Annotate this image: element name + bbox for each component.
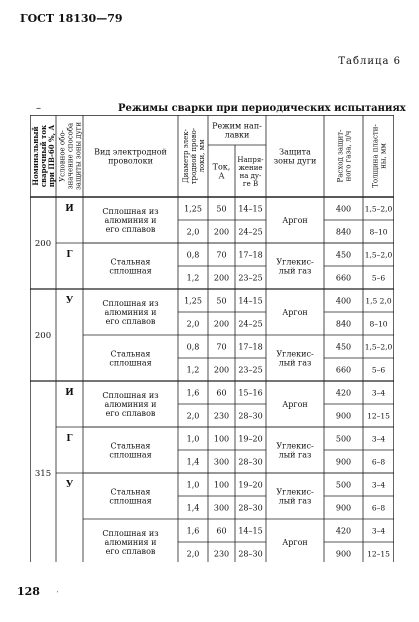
cell-rated-current: 200 [34,331,52,341]
cell-current: 200 [213,319,230,329]
cell-wire-type-line: его сплавов [105,317,156,326]
cell-voltage: 28–30 [238,411,263,421]
cell-current: 50 [216,296,227,306]
cell-diameter: 1,6 [186,526,200,536]
cell-current: 300 [213,457,230,467]
cell-gas-flow: 900 [335,411,352,421]
cell-diameter: 0,8 [186,250,200,260]
cell-gas-flow: 500 [335,434,352,444]
cell-voltage: 28–30 [238,457,263,467]
cell-current: 70 [216,250,227,260]
cell-wire-type-line: Сплошная из [102,299,159,308]
cell-wire-type-line: Стальная [110,487,151,497]
column-header-thickness-line: Толщина пласти- [371,124,380,188]
cell-wire-type-line: Сплошная из [102,207,159,216]
cell-plate-thickness: 8–10 [369,227,388,237]
column-header-voltage-line: Напря- [237,156,264,164]
cell-wire-type-line: его сплавов [105,547,156,556]
column-header-flow-line: Расход защит- [336,129,345,183]
cell-gas-flow: 840 [335,227,352,237]
column-header-diameter-line: локи, мм [198,139,206,173]
cell-gas-flow: 840 [335,319,352,329]
cell-diameter: 1,2 [186,365,200,375]
document-code: ГОСТ 18130—79 [20,12,123,25]
cell-voltage: 14–15 [238,296,263,306]
column-header-gas-line: Защита [279,147,311,157]
table-caption: Режимы сварки при периодических испытаниях [118,103,406,114]
cell-plate-thickness: 1,5–2,0 [364,204,393,214]
cell-voltage: 23–25 [238,365,263,375]
cell-voltage: 24–25 [238,227,263,237]
cell-gas-flow: 500 [335,480,352,490]
cell-wire-type-line: алюминия и [104,538,157,547]
cell-current: 100 [213,434,230,444]
cell-plate-thickness: 5–6 [371,365,386,375]
cell-arc-protection-line: лый газ [278,450,312,460]
column-header-voltage-line: ге В [242,180,259,188]
cell-diameter: 2,0 [186,319,200,329]
cell-arc-protection-line: Углекис- [276,441,314,451]
cell-arc-protection-line: Аргон [282,538,308,547]
cell-mode-code: У [65,480,74,490]
cell-wire-type-line: Стальная [110,349,151,359]
cell-mode-code: И [65,204,74,214]
cell-current: 70 [216,342,227,352]
cell-mode-code: Г [66,250,73,260]
cell-diameter: 2,0 [186,411,200,421]
cell-gas-flow: 450 [335,250,352,260]
cell-arc-protection-line: Углекис- [276,257,314,267]
cell-current: 200 [213,273,230,283]
cell-voltage: 28–30 [238,549,263,559]
column-header-wire-line: Вид электродной [94,147,167,157]
cell-voltage: 24–25 [238,319,263,329]
cell-plate-thickness: 3–4 [371,388,386,398]
cell-gas-flow: 900 [335,457,352,467]
cell-plate-thickness: 1,5 2,0 [365,296,392,306]
cell-diameter: 2,0 [186,227,200,237]
page-number: 128 [17,585,40,598]
column-header-mode-line: защиты зоны дуги [74,121,83,191]
column-header-voltage-line: жение [238,164,263,172]
cell-wire-type-line: его сплавов [105,409,156,418]
cell-diameter: 1,2 [186,273,200,283]
column-header-diameter-line: тродной прово- [190,127,198,185]
cell-voltage: 19–20 [238,480,263,490]
cell-wire-type-line: Стальная [110,257,151,267]
column-header-amps-line: А [218,171,225,181]
cell-arc-protection-line: лый газ [278,266,312,276]
column-header-current-line: сварочный ток [39,124,48,188]
cell-plate-thickness: 6–8 [371,457,386,467]
column-header-mode-line: Условное обо- [58,130,67,182]
cell-wire-type-line: алюминия и [104,216,157,225]
column-header-voltage-line: на ду- [239,172,262,180]
cell-mode-code: И [65,388,74,398]
column-header-mode-line: значение способа [66,122,75,190]
cell-diameter: 1,4 [186,503,200,513]
column-header-current-line: Номинальный [31,126,40,186]
cell-diameter: 1,6 [186,388,200,398]
cell-diameter: 2,0 [186,549,200,559]
cell-wire-type-line: Стальная [110,441,151,451]
cell-plate-thickness: 8–10 [369,319,388,329]
cell-current: 200 [213,365,230,375]
column-header-current-line: при ПВ-60 %, А [47,124,56,188]
cell-current: 60 [216,388,227,398]
cell-voltage: 14–15 [238,526,263,536]
cell-mode-code: Г [66,434,73,444]
cell-voltage: 17–18 [238,342,263,352]
cell-mode-code: У [65,296,74,306]
cell-diameter: 1,0 [186,434,200,444]
cell-diameter: 1,25 [184,204,202,214]
cell-plate-thickness: 1,5–2,0 [364,342,393,352]
cell-voltage: 28–30 [238,503,263,513]
cell-diameter: 1,0 [186,480,200,490]
cell-gas-flow: 400 [335,296,352,306]
cell-gas-flow: 900 [335,549,352,559]
cell-voltage: 15–16 [238,388,263,398]
cell-plate-thickness: 12–15 [367,549,390,559]
cell-wire-type-line: сплошная [109,496,152,506]
cell-wire-type-line: сплошная [109,358,152,368]
cell-current: 200 [213,227,230,237]
column-header-regime-line: Режим нап- [212,121,262,131]
cell-gas-flow: 450 [335,342,352,352]
cell-arc-protection-line: Аргон [282,400,308,409]
cell-voltage: 19–20 [238,434,263,444]
cell-plate-thickness: 6–8 [371,503,386,513]
cell-current: 100 [213,480,230,490]
table-grid [30,115,394,562]
cell-rated-current: 200 [34,239,52,249]
cell-rated-current: 315 [34,469,52,479]
cell-current: 230 [213,411,230,421]
column-header-thickness-line: ны, мм [379,143,388,169]
cell-gas-flow: 660 [335,273,352,283]
cell-gas-flow: 900 [335,503,352,513]
cell-diameter: 1,4 [186,457,200,467]
cell-plate-thickness: 3–4 [371,480,386,490]
cell-wire-type-line: сплошная [109,450,152,460]
cell-gas-flow: 420 [335,388,352,398]
cell-arc-protection-line: Углекис- [276,349,314,359]
cell-gas-flow: 660 [335,365,352,375]
cell-wire-type-line: сплошная [109,266,152,276]
column-header-diameter-line: Диаметр элек- [182,129,190,183]
cell-diameter: 1,25 [184,296,202,306]
column-header-amps-line: Ток, [212,162,231,172]
table-label: Таблица 6 [338,56,401,67]
cell-gas-flow: 420 [335,526,352,536]
cell-voltage: 17–18 [238,250,263,260]
cell-voltage: 14–15 [238,204,263,214]
cell-wire-type-line: Сплошная из [102,529,159,538]
column-header-regime-line: лавки [224,130,250,140]
column-header-gas-line: зоны дуги [273,156,317,166]
cell-voltage: 23–25 [238,273,263,283]
cell-gas-flow: 400 [335,204,352,214]
cell-current: 50 [216,204,227,214]
cell-plate-thickness: 5–6 [371,273,386,283]
cell-arc-protection-line: Аргон [282,216,308,225]
cell-current: 300 [213,503,230,513]
cell-plate-thickness: 12–15 [367,411,390,421]
cell-plate-thickness: 3–4 [371,526,386,536]
cell-current: 230 [213,549,230,559]
cell-current: 60 [216,526,227,536]
cell-diameter: 0,8 [186,342,200,352]
column-header-wire-line: проволоки [108,156,153,166]
cell-wire-type-line: его сплавов [105,225,156,234]
cell-wire-type-line: Сплошная из [102,391,159,400]
cell-arc-protection-line: Аргон [282,308,308,317]
cell-plate-thickness: 3–4 [371,434,386,444]
cell-arc-protection-line: лый газ [278,496,312,506]
margin-mark: – [36,103,41,114]
welding-modes-table [30,115,394,562]
cell-plate-thickness: 1,5–2,0 [364,250,393,260]
column-header-flow-line: ного газа, л/ч [344,130,353,182]
scan-mark: ‧ [56,588,59,598]
cell-wire-type-line: алюминия и [104,308,157,317]
cell-arc-protection-line: лый газ [278,358,312,368]
cell-arc-protection-line: Углекис- [276,487,314,497]
cell-wire-type-line: алюминия и [104,400,157,409]
